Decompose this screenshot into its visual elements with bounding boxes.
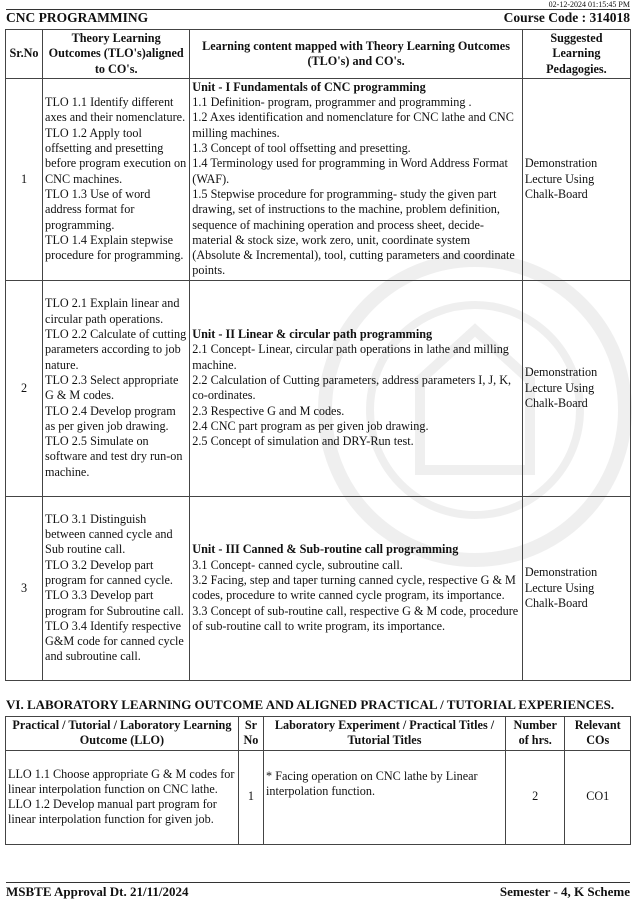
pedagogy-cell xyxy=(522,78,630,280)
tlo-cell xyxy=(43,496,190,680)
content-item: 1.2 Axes identification and nomenclature for CNC lathe and CNC milling machines. xyxy=(192,110,514,140)
content-cell xyxy=(190,496,523,680)
table-row xyxy=(6,280,631,496)
pedagogy-cell xyxy=(522,280,630,496)
pedagogy-item: Lecture Using xyxy=(524,380,595,395)
row-sr: 2 xyxy=(6,280,43,496)
tlo-item: TLO 1.2 Apply tool offsetting and presetting before program execution on CNC machines. xyxy=(45,125,187,186)
page-footer xyxy=(6,884,630,900)
content-item: 1.5 Stepwise procedure for programming- study the given part drawing, set of instructions to the machine, problem definition, sequence of machining operation and process sheet, decide- material & stock size, work zero, unit, coordinate system (Absolute & Incremental), tool, cutting parameters and coordinate points. xyxy=(192,186,515,278)
section-title: VI. LABORATORY LEARNING OUTCOME AND ALIGNED PRACTICAL / TUTORIAL EXPERIENCES. xyxy=(6,697,615,712)
table-row xyxy=(6,496,631,680)
experiment-title: * Facing operation on CNC lathe by Linear interpolation function. xyxy=(264,750,506,844)
semester-scheme: Semester - 4, K Scheme xyxy=(499,884,630,899)
tlo-item: TLO 1.3 Use of word address format for programming. xyxy=(45,186,151,232)
pedagogy-item: Demonstration xyxy=(524,565,598,580)
lab-row-sr: 1 xyxy=(238,750,263,844)
pedagogy-item: Chalk-Board xyxy=(524,395,588,410)
pedagogy-item: Lecture Using xyxy=(524,171,595,186)
tlo-item: TLO 3.3 Develop part program for Subroutine call. xyxy=(45,588,184,618)
unit-title: Unit - II Linear & circular path programming xyxy=(192,327,433,342)
lab-table xyxy=(5,716,631,845)
print-timestamp: 02-12-2024 01:15:45 PM xyxy=(548,0,630,9)
footer-rule xyxy=(6,882,630,883)
pedagogy-cell xyxy=(522,496,630,680)
content-item: 2.5 Concept of simulation and DRY-Run test. xyxy=(192,434,414,449)
pedagogy-item: Chalk-Board xyxy=(524,595,588,610)
content-cell xyxy=(190,78,523,280)
header-llo: Practical / Tutorial / Laboratory Learning Outcome (LLO) xyxy=(6,717,239,751)
header-experiment-title: Laboratory Experiment / Practical Titles / Tutorial Titles xyxy=(264,717,506,751)
tlo-item: TLO 1.1 Identify different axes and their nomenclature. xyxy=(45,95,186,125)
content-item: 2.2 Calculation of Cutting parameters, address parameters I, J, K, co-ordinates. xyxy=(192,372,512,403)
tlo-table-header-row xyxy=(6,30,631,79)
tlo-cell xyxy=(43,78,190,280)
header-lab-sr: Sr No xyxy=(238,717,263,751)
tlo-cell xyxy=(43,280,190,496)
tlo-table xyxy=(5,29,631,681)
header-hours: Number of hrs. xyxy=(505,717,564,751)
tlo-item: TLO 2.4 Develop program as per given job drawing. xyxy=(45,403,176,433)
row-sr: 3 xyxy=(6,496,43,680)
table-row xyxy=(6,750,631,844)
unit-title: Unit - I Fundamentals of CNC programming xyxy=(192,79,426,94)
tlo-item: TLO 3.1 Distinguish between canned cycle and Sub routine call. xyxy=(45,511,173,557)
llo-item: LLO 1.2 Develop manual part program for linear interpolation function for given job. xyxy=(8,797,217,827)
content-item: 1.4 Terminology used for programming in Word Address Format (WAF). xyxy=(192,156,508,186)
content-item: 3.1 Concept- canned cycle, subroutine call. xyxy=(192,557,403,572)
content-item: 2.1 Concept- Linear, circular path operations in lathe and milling machine. xyxy=(192,342,509,372)
content-item: 2.3 Respective G and M codes. xyxy=(192,403,345,418)
content-item: 3.2 Facing, step and taper turning canned cycle, respective G & M codes, procedure to write canned cycle program, its importance. xyxy=(192,572,516,603)
header-relevant-cos: Relevant COs xyxy=(565,717,631,751)
content-item: 2.4 CNC part program as per given job drawing. xyxy=(192,418,429,433)
pedagogy-item: Chalk-Board xyxy=(524,186,588,201)
lab-hours: 2 xyxy=(505,750,564,844)
header-learning-content: Learning content mapped with Theory Learning Outcomes (TLO's) and CO's. xyxy=(190,30,523,79)
content-cell xyxy=(190,280,523,496)
approval-date: MSBTE Approval Dt. 21/11/2024 xyxy=(6,884,189,899)
tlo-item: TLO 3.2 Develop part program for canned cycle. xyxy=(45,557,173,587)
header-sr-no: Sr.No xyxy=(6,30,43,79)
unit-title: Unit - III Canned & Sub-routine call programming xyxy=(192,542,459,557)
content-item: 1.3 Concept of tool offsetting and presetting. xyxy=(192,141,411,156)
header-pedagogies: Suggested Learning Pedagogies. xyxy=(522,30,630,79)
row-sr: 1 xyxy=(6,78,43,280)
llo-item: LLO 1.1 Choose appropriate G & M codes for linear interpolation function on CNC lathe. xyxy=(8,766,235,796)
tlo-item: TLO 2.3 Select appropriate G & M codes. xyxy=(45,372,179,403)
tlo-item: TLO 1.4 Explain stepwise procedure for programming. xyxy=(45,232,184,263)
lab-table-header-row xyxy=(6,717,631,751)
tlo-item: TLO 3.4 Identify respective G&M code for canned cycle and subroutine call. xyxy=(45,618,184,664)
lab-cos: CO1 xyxy=(565,750,631,844)
tlo-item: TLO 2.5 Simulate on software and test dry run-on machine. xyxy=(45,434,183,479)
course-code: Course Code : 314018 xyxy=(503,10,630,25)
pedagogy-item: Lecture Using xyxy=(524,580,595,595)
pedagogy-item: Demonstration xyxy=(524,365,598,380)
page-header xyxy=(6,10,630,26)
table-row xyxy=(6,78,631,280)
header-tlo: Theory Learning Outcomes (TLO's)aligned to CO's. xyxy=(43,30,190,79)
tlo-item: TLO 2.2 Calculate of cutting parameters according to job nature. xyxy=(45,327,187,372)
course-title: CNC PROGRAMMING xyxy=(6,10,149,25)
pedagogy-item: Demonstration xyxy=(524,156,598,171)
tlo-item: TLO 2.1 Explain linear and circular path operations. xyxy=(45,296,180,326)
content-item: 3.3 Concept of sub-routine call, respective G & M code, procedure of sub-routine call to write program, its importance. xyxy=(192,603,519,633)
content-item: 1.1 Definition- program, programmer and programming . xyxy=(192,95,472,110)
llo-cell xyxy=(6,750,239,844)
